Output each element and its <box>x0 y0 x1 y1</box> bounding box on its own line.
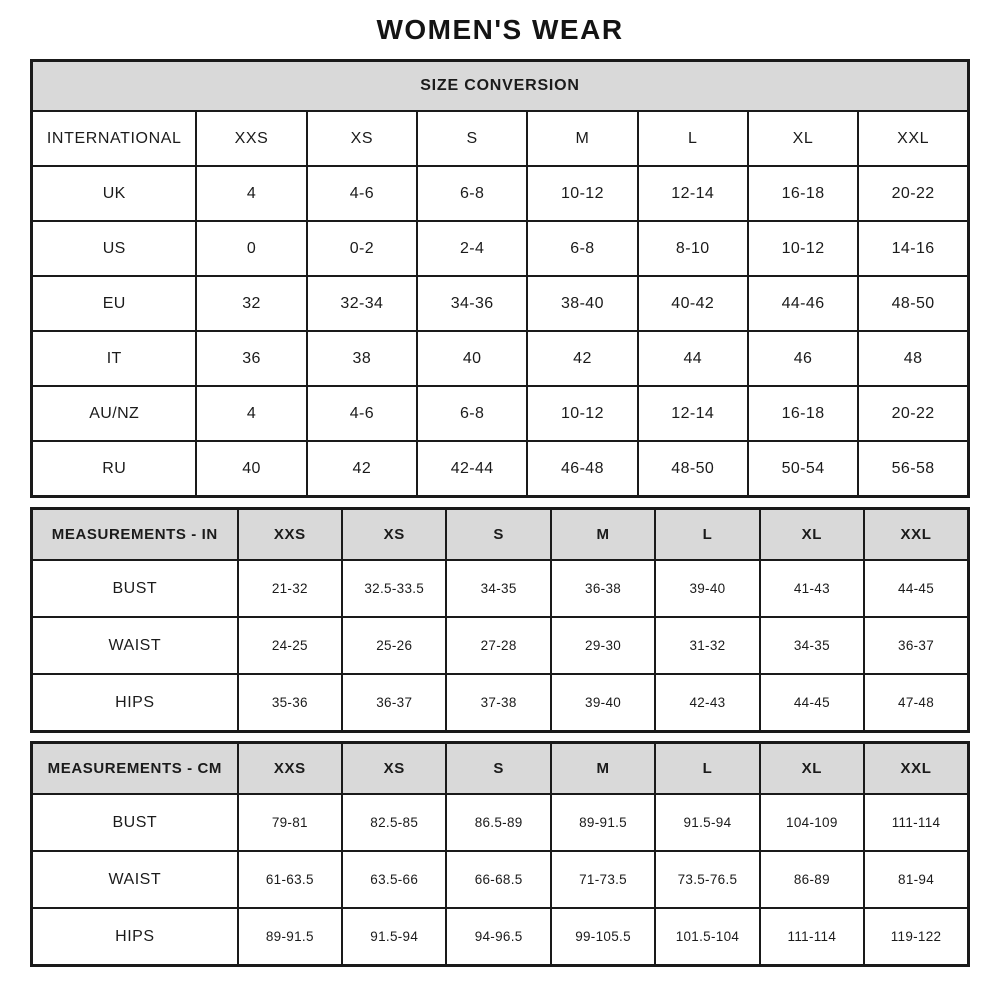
table-row <box>32 386 969 441</box>
table-cell: 48 <box>858 331 968 386</box>
table-body <box>32 794 969 966</box>
table-header-row <box>32 111 969 166</box>
table-cell: 32.5-33.5 <box>342 560 446 617</box>
column-header: XXL <box>864 509 968 561</box>
column-header: XXS <box>238 743 342 795</box>
table-row <box>32 441 969 497</box>
table-cell: 0 <box>196 221 306 276</box>
table-cell: 40 <box>196 441 306 497</box>
table-row <box>32 276 969 331</box>
row-label: WAIST <box>32 851 238 908</box>
table-cell: 6-8 <box>417 386 527 441</box>
table-cell: 38-40 <box>527 276 637 331</box>
table-cell: 48-50 <box>858 276 968 331</box>
table-cell: 14-16 <box>858 221 968 276</box>
table-cell: 44 <box>638 331 748 386</box>
table-row <box>32 794 969 851</box>
column-header: XL <box>748 111 858 166</box>
table-cell: 44-45 <box>760 674 864 732</box>
table-cell: 32 <box>196 276 306 331</box>
table-cell: 38 <box>307 331 417 386</box>
column-header: XS <box>342 743 446 795</box>
table-cell: 46-48 <box>527 441 637 497</box>
row-label: BUST <box>32 560 238 617</box>
table-cell: 40-42 <box>638 276 748 331</box>
table-cell: 86.5-89 <box>446 794 550 851</box>
row-label: AU/NZ <box>32 386 197 441</box>
table-header-row <box>32 743 969 795</box>
table-cell: 6-8 <box>527 221 637 276</box>
table-cell: 50-54 <box>748 441 858 497</box>
table-cell: 42-43 <box>655 674 759 732</box>
table-cell: 35-36 <box>238 674 342 732</box>
table-cell: 81-94 <box>864 851 968 908</box>
table-cell: 34-35 <box>760 617 864 674</box>
table-cell: 82.5-85 <box>342 794 446 851</box>
table-cell: 89-91.5 <box>238 908 342 966</box>
table-cell: 91.5-94 <box>655 794 759 851</box>
table-row <box>32 221 969 276</box>
table-row <box>32 166 969 221</box>
table-cell: 29-30 <box>551 617 655 674</box>
column-header: XS <box>307 111 417 166</box>
table-cell: 2-4 <box>417 221 527 276</box>
row-label: EU <box>32 276 197 331</box>
table-cell: 42 <box>307 441 417 497</box>
column-header: M <box>551 743 655 795</box>
table-cell: 94-96.5 <box>446 908 550 966</box>
table-cell: 0-2 <box>307 221 417 276</box>
table-cell: 56-58 <box>858 441 968 497</box>
row-label: BUST <box>32 794 238 851</box>
table-cell: 111-114 <box>760 908 864 966</box>
table-cell: 63.5-66 <box>342 851 446 908</box>
table-cell: 104-109 <box>760 794 864 851</box>
table-cell: 16-18 <box>748 166 858 221</box>
table-cell: 4-6 <box>307 386 417 441</box>
column-header: M <box>551 509 655 561</box>
table-cell: 111-114 <box>864 794 968 851</box>
column-header: XXS <box>196 111 306 166</box>
table-cell: 36-37 <box>864 617 968 674</box>
column-header: XXS <box>238 509 342 561</box>
table-cell: 48-50 <box>638 441 748 497</box>
column-header: L <box>655 743 759 795</box>
table-cell: 32-34 <box>307 276 417 331</box>
table-cell: 21-32 <box>238 560 342 617</box>
table-cell: 20-22 <box>858 166 968 221</box>
table-row <box>32 908 969 966</box>
table-row <box>32 674 969 732</box>
row-label: RU <box>32 441 197 497</box>
column-header: XL <box>760 743 864 795</box>
table-cell: 79-81 <box>238 794 342 851</box>
column-header: XXL <box>858 111 968 166</box>
table-cell: 34-35 <box>446 560 550 617</box>
table-cell: 40 <box>417 331 527 386</box>
table-cell: 42 <box>527 331 637 386</box>
row-label: WAIST <box>32 617 238 674</box>
table-cell: 34-36 <box>417 276 527 331</box>
table-cell: 4-6 <box>307 166 417 221</box>
measurements-cm-table <box>30 741 970 967</box>
table-body <box>32 560 969 732</box>
measurements-in-table <box>30 507 970 733</box>
table-row <box>32 560 969 617</box>
table-cell: 12-14 <box>638 386 748 441</box>
table-cell: 47-48 <box>864 674 968 732</box>
column-header: XS <box>342 509 446 561</box>
page-title: WOMEN'S WEAR <box>376 14 624 45</box>
row-label-header: INTERNATIONAL <box>32 111 197 166</box>
column-header: S <box>446 743 550 795</box>
table-cell: 99-105.5 <box>551 908 655 966</box>
table-cell: 66-68.5 <box>446 851 550 908</box>
row-label: HIPS <box>32 908 238 966</box>
table-cell: 39-40 <box>551 674 655 732</box>
column-header: L <box>638 111 748 166</box>
row-label-header: MEASUREMENTS - IN <box>32 509 238 561</box>
column-header: S <box>417 111 527 166</box>
row-label: IT <box>32 331 197 386</box>
column-header: S <box>446 509 550 561</box>
size-chart-page <box>30 0 970 967</box>
table-cell: 89-91.5 <box>551 794 655 851</box>
table-cell: 73.5-76.5 <box>655 851 759 908</box>
table-cell: 91.5-94 <box>342 908 446 966</box>
row-label: UK <box>32 166 197 221</box>
table-cell: 39-40 <box>655 560 759 617</box>
table-cell: 119-122 <box>864 908 968 966</box>
table-cell: 6-8 <box>417 166 527 221</box>
row-label: HIPS <box>32 674 238 732</box>
table-cell: 86-89 <box>760 851 864 908</box>
table-cell: 71-73.5 <box>551 851 655 908</box>
size-conversion-table <box>30 59 970 498</box>
table-cell: 44-45 <box>864 560 968 617</box>
table-row <box>32 617 969 674</box>
column-header: XXL <box>864 743 968 795</box>
table-title-row <box>32 61 969 112</box>
table-cell: 8-10 <box>638 221 748 276</box>
table-cell: 16-18 <box>748 386 858 441</box>
table-body <box>32 166 969 497</box>
table-row <box>32 851 969 908</box>
table-title: SIZE CONVERSION <box>32 61 969 112</box>
table-cell: 27-28 <box>446 617 550 674</box>
table-cell: 46 <box>748 331 858 386</box>
table-cell: 4 <box>196 386 306 441</box>
table-cell: 20-22 <box>858 386 968 441</box>
table-cell: 36-37 <box>342 674 446 732</box>
table-cell: 4 <box>196 166 306 221</box>
table-cell: 41-43 <box>760 560 864 617</box>
table-cell: 10-12 <box>748 221 858 276</box>
column-header: XL <box>760 509 864 561</box>
table-cell: 24-25 <box>238 617 342 674</box>
table-header-row <box>32 509 969 561</box>
table-cell: 12-14 <box>638 166 748 221</box>
table-cell: 10-12 <box>527 386 637 441</box>
table-cell: 10-12 <box>527 166 637 221</box>
table-cell: 36 <box>196 331 306 386</box>
row-label-header: MEASUREMENTS - CM <box>32 743 238 795</box>
table-cell: 44-46 <box>748 276 858 331</box>
table-cell: 101.5-104 <box>655 908 759 966</box>
table-cell: 31-32 <box>655 617 759 674</box>
table-cell: 42-44 <box>417 441 527 497</box>
column-header: L <box>655 509 759 561</box>
table-cell: 36-38 <box>551 560 655 617</box>
table-cell: 61-63.5 <box>238 851 342 908</box>
table-row <box>32 331 969 386</box>
table-cell: 25-26 <box>342 617 446 674</box>
column-header: M <box>527 111 637 166</box>
row-label: US <box>32 221 197 276</box>
table-cell: 37-38 <box>446 674 550 732</box>
